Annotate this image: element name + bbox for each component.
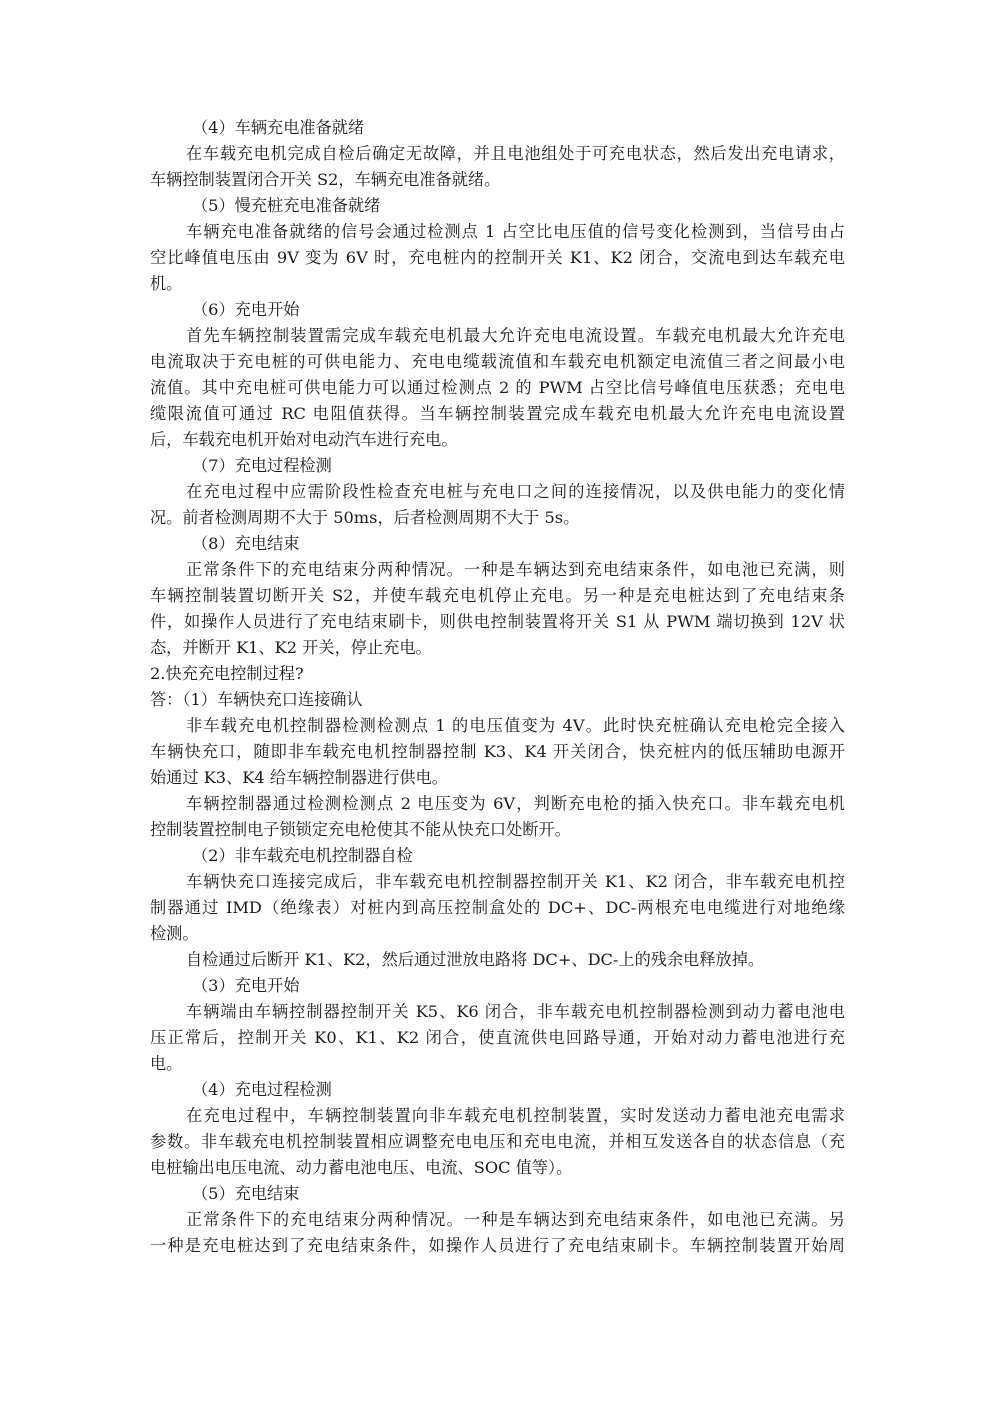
text-line: 车辆端由车辆控制器控制开关 K5、K6 闭合，非车载充电机控制器检测到动力蓄电池电	[186, 1002, 845, 1021]
text-line: 正常条件下的充电结束分两种情况。一种是车辆达到充电结束条件，如电池已充满。另	[186, 1210, 845, 1229]
text-line: 电。	[150, 1054, 183, 1073]
text-line: 正常条件下的充电结束分两种情况。一种是车辆达到充电结束条件，如电池已充满，则	[186, 560, 845, 579]
text-line: 电流取决于充电桩的可供电能力、充电电缆载流值和车载充电机额定电流值三者之间最小电	[150, 352, 845, 371]
text-line: 后，车载充电机开始对电动汽车进行充电。	[150, 430, 458, 449]
text-line: 检测。	[150, 924, 199, 943]
text-line: 非车载充电机控制器检测检测点 1 的电压值变为 4V。此时快充桩确认充电枪完全接入	[186, 716, 845, 735]
text-line: （2）非车载充电机控制器自检	[192, 846, 413, 865]
text-line: （8）充电结束	[192, 534, 300, 553]
text-line: （4）充电过程检测	[192, 1080, 332, 1099]
text-line: 在充电过程中应需阶段性检查充电桩与充电口之间的连接情况，以及供电能力的变化情	[186, 482, 845, 501]
text-line: 在充电过程中，车辆控制装置向非车载充电机控制装置，实时发送动力蓄电池充电需求	[186, 1106, 845, 1125]
text-line: （3）充电开始	[192, 976, 300, 995]
text-line: 首先车辆控制装置需完成车载充电机最大允许充电电流设置。车载充电机最大允许充电	[186, 326, 845, 345]
text-line: 况。前者检测周期不大于 50ms，后者检测周期不大于 5s。	[150, 508, 580, 527]
text-line: 车辆控制器通过检测检测点 2 电压变为 6V，判断充电枪的插入快充口。非车载充电机	[186, 794, 845, 813]
text-line: 车辆控制装置闭合开关 S2，车辆充电准备就绪。	[150, 170, 501, 189]
text-line: 2.快充充电控制过程?	[150, 664, 304, 683]
text-line: 制器通过 IMD（绝缘表）对桩内到高压控制盒处的 DC+、DC-两根充电电缆进行对地绝缘	[150, 898, 845, 917]
text-line: 车辆快充口，随即非车载充电机控制器控制 K3、K4 开关闭合，快充桩内的低压辅助电源开	[150, 742, 845, 761]
text-line: 流值。其中充电桩可供电能力可以通过检测点 2 的 PWM 占空比信号峰值电压获悉；充电电	[150, 378, 845, 397]
text-line: （5）慢充桩充电准备就绪	[192, 196, 381, 215]
text-line: 一种是充电桩达到了充电结束条件，如操作人员进行了充电结束刷卡。车辆控制装置开始周	[150, 1236, 845, 1255]
text-line: （7）充电过程检测	[192, 456, 332, 475]
text-line: 压正常后，控制开关 K0、K1、K2 闭合，使直流供电回路导通，开始对动力蓄电池进行充	[150, 1028, 845, 1047]
text-line: 答：（1）车辆快充口连接确认	[150, 690, 363, 709]
text-line: 车辆充电准备就绪的信号会通过检测点 1 占空比电压值的信号变化检测到，当信号由占	[186, 222, 845, 241]
text-line: 态，并断开 K1、K2 开关，停止充电。	[150, 638, 432, 657]
text-line: （6）充电开始	[192, 300, 300, 319]
text-line: （4）车辆充电准备就绪	[192, 118, 365, 137]
text-line: 自检通过后断开 K1、K2，然后通过泄放电路将 DC+、DC-上的残余电释放掉。	[186, 950, 765, 969]
text-line: （5）充电结束	[192, 1184, 300, 1203]
text-line: 始通过 K3、K4 给车辆控制器进行供电。	[150, 768, 448, 787]
text-line: 在车载充电机完成自检后确定无故障，并且电池组处于可充电状态，然后发出充电请求，	[186, 144, 845, 163]
text-line: 车辆控制装置切断开关 S2，并使车载充电机停止充电。另一种是充电桩达到了充电结束条	[150, 586, 845, 605]
text-line: 空比峰值电压由 9V 变为 6V 时，充电桩内的控制开关 K1、K2 闭合，交流电到达车载充电	[150, 248, 845, 267]
text-line: 电桩输出电压电流、动力蓄电池电压、电流、SOC 值等）。	[150, 1158, 573, 1177]
text-line: 参数。非车载充电机控制装置相应调整充电电压和充电电流，并相互发送各自的状态信息（充	[150, 1132, 845, 1151]
text-line: 缆限流值可通过 RC 电阻值获得。当车辆控制装置完成车载充电机最大允许充电电流设置	[150, 404, 845, 423]
document-page	[150, 115, 845, 1259]
text-line: 车辆快充口连接完成后，非车载充电机控制器控制开关 K1、K2 闭合，非车载充电机控	[186, 872, 845, 891]
text-line: 机。	[150, 274, 183, 293]
text-line: 控制装置控制电子锁锁定充电枪使其不能从快充口处断开。	[150, 820, 571, 839]
text-line: 件，如操作人员进行了充电结束刷卡，则供电控制装置将开关 S1 从 PWM 端切换到 12V 状	[150, 612, 845, 631]
